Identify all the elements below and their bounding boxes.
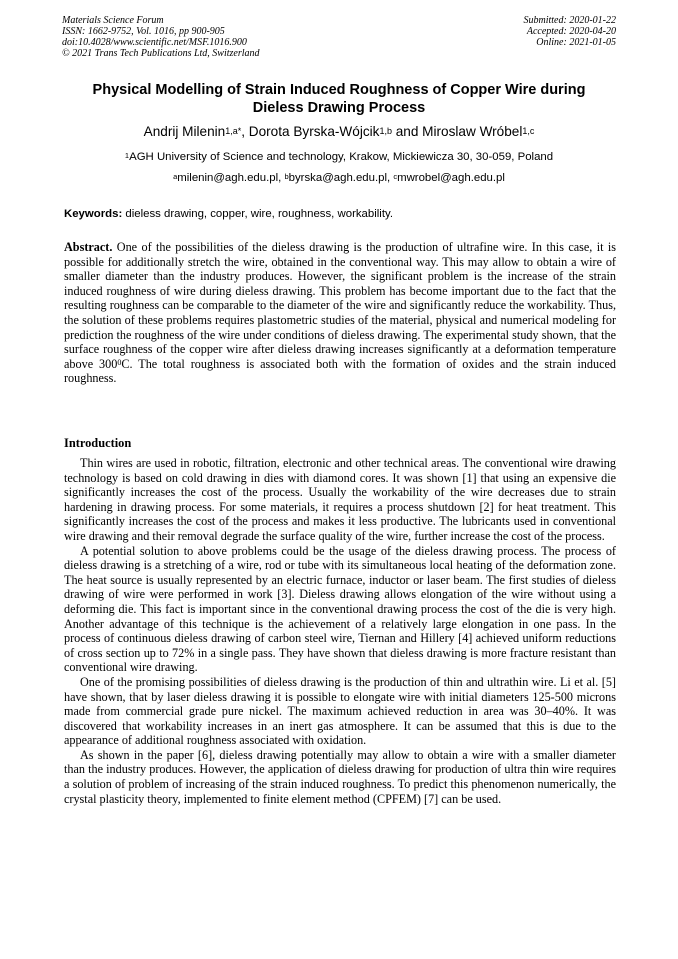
online-date: Online: 2021-01-05 bbox=[536, 37, 616, 48]
email-address: milenin@agh.edu.pl, bbox=[177, 172, 285, 184]
email-address: byrska@agh.edu.pl, bbox=[288, 172, 394, 184]
paragraph: A potential solution to above problems could be the usage of the dieless drawing process. The process of dieless drawing is a stretching of a wire, rod or tube with its simultaneous local heating of the deformation zone. The heat source is usually represented by an electric furnace, inductor or laser beam. The first studies of dieless drawing of wire were performed in work [3]. Dieless drawing allows elongation of the wire without using a deforming die. This fact is important since in the conventional drawing process the cost of the die is very high. Another advantage of this technique is the achievement of a relatively large elongation in one pass. In the process of continuous dieless drawing of carbon steel wire, Tiernan and Hillery [4] achieved uniform reductions of cross section up to 72% in a single pass. They have shown that dieless drawing is more fracture resistant than conventional wire drawing. bbox=[64, 543, 616, 675]
abstract bbox=[64, 240, 616, 386]
paper-title bbox=[50, 81, 628, 117]
affiliation bbox=[40, 150, 638, 164]
journal-info bbox=[62, 15, 260, 59]
author-emails bbox=[40, 171, 638, 185]
journal-copyright: © 2021 Trans Tech Publications Ltd, Switzerland bbox=[62, 48, 260, 59]
submitted-date: Submitted: 2020-01-22 bbox=[523, 15, 616, 26]
journal-name: Materials Science Forum bbox=[62, 15, 164, 26]
paragraph: Thin wires are used in robotic, filtration, electronic and other technical areas. The conventional wire drawing technology is based on cold drawing in dies with diamond cores. It was shown [1] that using an expensive die significantly increases the cost of the process. Usually the workability of the wire decreases due to strain hardening in drawing process. For some materials, it requires a process shutdown [2] for heat treatment. This significantly increases the cost of the process and makes it less productive. The lubricants used in conventional wire drawing and their removal degrade the surface quality of the wire, further increase the cost of the process. bbox=[64, 456, 616, 543]
keywords-label: Keywords: bbox=[64, 208, 123, 220]
affiliation-mark: 1 bbox=[124, 151, 130, 160]
author-name: Dorota Byrska-Wójcik bbox=[248, 124, 380, 139]
author-name: Andrij Milenin bbox=[143, 124, 226, 139]
author-separator: and bbox=[391, 124, 423, 139]
author-list bbox=[40, 123, 638, 141]
degree-superscript: 0 bbox=[117, 357, 122, 367]
abstract-text-end: C. The total roughness is associated both with the formation of oxides and the strain induced roughness. bbox=[64, 356, 616, 386]
email-address: mwrobel@agh.edu.pl bbox=[397, 172, 505, 184]
author-name: Miroslaw Wróbel bbox=[422, 124, 523, 139]
author-affiliation-mark: 1,c bbox=[522, 126, 535, 136]
paragraph: One of the promising possibilities of dieless drawing is the production of thin and ultrathin wire. Li et al. [5] have shown, that by laser dieless drawing it is possible to elongate wire with initial diameters 125-500 microns made from commercial grade pure nickel. The maximum achieved reduction in area was 30–40%. It was discovered that workability increases in an inert gas atmosphere. It can be assumed that this is due to the appearance of additional roughness associated with oxidation. bbox=[64, 674, 616, 748]
section-heading-introduction: Introduction bbox=[64, 436, 132, 450]
email-mark: c bbox=[393, 172, 398, 181]
author-affiliation-mark: 1,b bbox=[379, 126, 392, 136]
email-mark: a bbox=[173, 172, 178, 181]
author-separator: , bbox=[241, 124, 249, 139]
journal-issn: ISSN: 1662-9752, Vol. 1016, pp 900-905 bbox=[62, 26, 225, 37]
accepted-date: Accepted: 2020-04-20 bbox=[526, 26, 616, 37]
email-mark: b bbox=[284, 172, 289, 181]
keywords-text: dieless drawing, copper, wire, roughness, workability. bbox=[122, 208, 393, 220]
keywords bbox=[64, 207, 616, 221]
journal-doi: doi:10.4028/www.scientific.net/MSF.1016.900 bbox=[62, 37, 247, 48]
author-affiliation-mark: 1,a* bbox=[225, 126, 242, 136]
abstract-text: One of the possibilities of the dieless drawing is the production of ultrafine wire. In this case, it is possible for additionally stretch the wire, obtained in the conventional way. This may allow to obtain a wire of smaller diameter than the industry produces. However, the significant problem is the increase of the strain induced roughness of wire during dieless drawing. This problem has become important due to the fact that the resulting roughness can be comparable to the diameter of the wire and significantly reduce the workability. Thus, the solution of these problems requires plastometric studies of the material, physical and numerical modeling for prediction the roughness of the wire under conditions of dieless drawing. The experimental study shown, that the surface roughness of the copper wire after dieless drawing increases significantly at a deformation temperature above 300 bbox=[64, 240, 616, 371]
paper-title-line1: Physical Modelling of Strain Induced Roughness of Copper Wire during bbox=[92, 82, 586, 98]
abstract-label: Abstract. bbox=[64, 240, 113, 254]
paragraph: As shown in the paper [6], dieless drawing potentially may allow to obtain a wire with a smaller diameter than the industry produces. However, the application of dieless drawing for production of ultra thin wire requires a solution of problem of increasing of the strain induced roughness. To predict this phenomenon numerically, the crystal plasticity theory, implemented to finite element method (CPFEM) [7] can be used. bbox=[64, 747, 616, 806]
submission-dates bbox=[524, 15, 617, 48]
introduction-body bbox=[64, 456, 616, 806]
paper-title-line2: Dieless Drawing Process bbox=[252, 100, 426, 116]
affiliation-text: AGH University of Science and technology, Krakow, Mickiewicza 30, 30-059, Poland bbox=[129, 151, 554, 163]
